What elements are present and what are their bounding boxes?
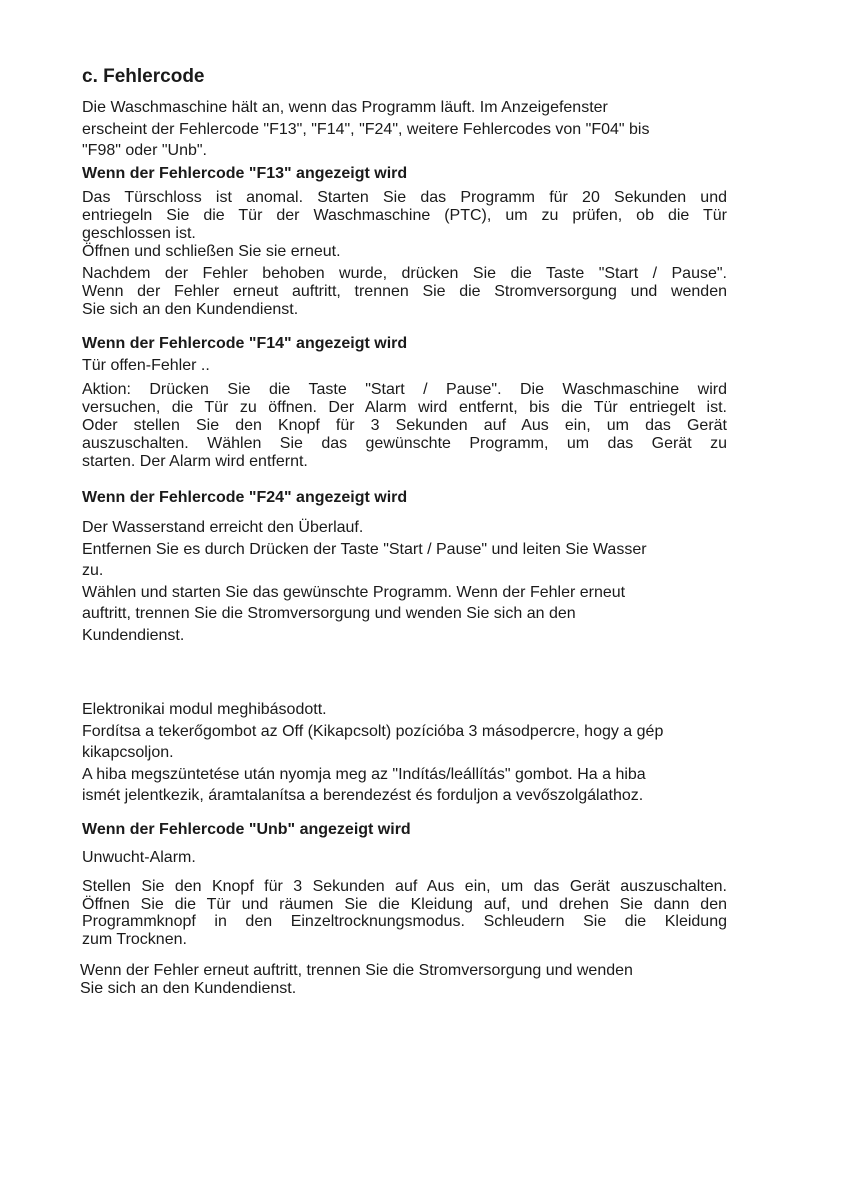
f24-line: Wählen und starten Sie das gewünschte Programm. Wenn der Fehler erneut	[82, 583, 626, 601]
hungarian-line: Fordítsa a tekerőgombot az Off (Kikapcsolt) pozícióba 3 másodpercre, hogy a gép	[82, 722, 664, 740]
f13-paragraph-1	[82, 189, 727, 261]
f24-line: Entfernen Sie es durch Drücken der Taste "Start / Pause" und leiten Sie Wasser	[82, 540, 647, 558]
unb-closing-line: Sie sich an den Kundendienst.	[80, 980, 297, 997]
unb-subtitle: Unwucht-Alarm.	[82, 849, 196, 866]
f13-line: Wenn der Fehler erneut auftritt, trennen Sie die Stromversorgung und wenden	[82, 283, 727, 300]
f14-line: starten. Der Alarm wird entfernt.	[82, 453, 308, 470]
hungarian-paragraph	[82, 699, 663, 807]
hungarian-line: ismét jelentkezik, áramtalanítsa a berendezést és forduljon a vevőszolgálathoz.	[82, 787, 644, 804]
f14-heading: Wenn der Fehlercode "F14" angezeigt wird	[82, 335, 408, 352]
f13-line: geschlossen ist.	[82, 225, 196, 242]
f13-line: Sie sich an den Kundendienst.	[82, 301, 299, 318]
f14-paragraph	[82, 381, 727, 471]
unb-line: zum Trocknen.	[82, 930, 187, 948]
section-title: c. Fehlercode	[82, 66, 205, 87]
intro-line: erscheint der Fehlercode "F13", "F14", "F24", weitere Fehlercodes von "F04" bis	[82, 120, 650, 138]
hungarian-line: kikapcsoljon.	[82, 744, 174, 761]
f14-line: auszuschalten. Wählen Sie das gewünschte Programm, um das Gerät zu	[82, 435, 727, 452]
f24-line: Kundendienst.	[82, 626, 185, 644]
f24-paragraph	[82, 517, 647, 646]
f14-line: versuchen, die Tür zu öffnen. Der Alarm wird entfernt, bis die Tür entriegelt ist.	[82, 399, 727, 416]
hungarian-line: A hiba megszüntetése után nyomja meg az "Indítás/leállítás" gombot. Ha a hiba	[82, 765, 646, 783]
f13-heading: Wenn der Fehlercode "F13" angezeigt wird	[82, 165, 408, 182]
f13-line: Das Türschloss ist anomal. Starten Sie das Programm für 20 Sekunden und	[82, 189, 727, 206]
f24-line: auftritt, trennen Sie die Stromversorgung und wenden Sie sich an den	[82, 605, 576, 622]
unb-line: Öffnen Sie die Tür und räumen Sie die Kleidung auf, und drehen Sie dann den	[82, 895, 727, 913]
f13-line: entriegeln Sie die Tür der Waschmaschine (PTC), um zu prüfen, ob die Tür	[82, 207, 727, 224]
f13-line: Nachdem der Fehler behoben wurde, drücken Sie die Taste "Start / Pause".	[82, 265, 727, 282]
unb-line: Stellen Sie den Knopf für 3 Sekunden auf Aus ein, um das Gerät auszuschalten.	[82, 878, 727, 895]
hungarian-line: Elektronikai modul meghibásodott.	[82, 701, 327, 718]
unb-closing-line: Wenn der Fehler erneut auftritt, trennen Sie die Stromversorgung und wenden	[80, 962, 633, 979]
intro-paragraph	[82, 97, 649, 162]
f13-paragraph-2	[82, 265, 727, 319]
f14-line: Aktion: Drücken Sie die Taste "Start / Pause". Die Waschmaschine wird	[82, 381, 727, 398]
f24-heading: Wenn der Fehlercode "F24" angezeigt wird	[82, 489, 408, 506]
unb-paragraph	[82, 878, 727, 948]
intro-line: Die Waschmaschine hält an, wenn das Programm läuft. Im Anzeigefenster	[82, 99, 608, 116]
unb-line: Programmknopf in den Einzeltrocknungsmodus. Schleudern Sie die Kleidung	[82, 913, 727, 930]
f13-line: Öffnen und schließen Sie sie erneut.	[82, 243, 341, 260]
f24-line: Der Wasserstand erreicht den Überlauf.	[82, 519, 364, 536]
f14-line: Oder stellen Sie den Knopf für 3 Sekunden auf Aus ein, um das Gerät	[82, 417, 727, 434]
f14-subtitle: Tür offen-Fehler ..	[82, 357, 210, 374]
unb-heading: Wenn der Fehlercode "Unb" angezeigt wird	[82, 821, 411, 838]
f24-line: zu.	[82, 562, 104, 579]
unb-closing	[80, 962, 633, 998]
intro-line: "F98" oder "Unb".	[82, 142, 207, 159]
